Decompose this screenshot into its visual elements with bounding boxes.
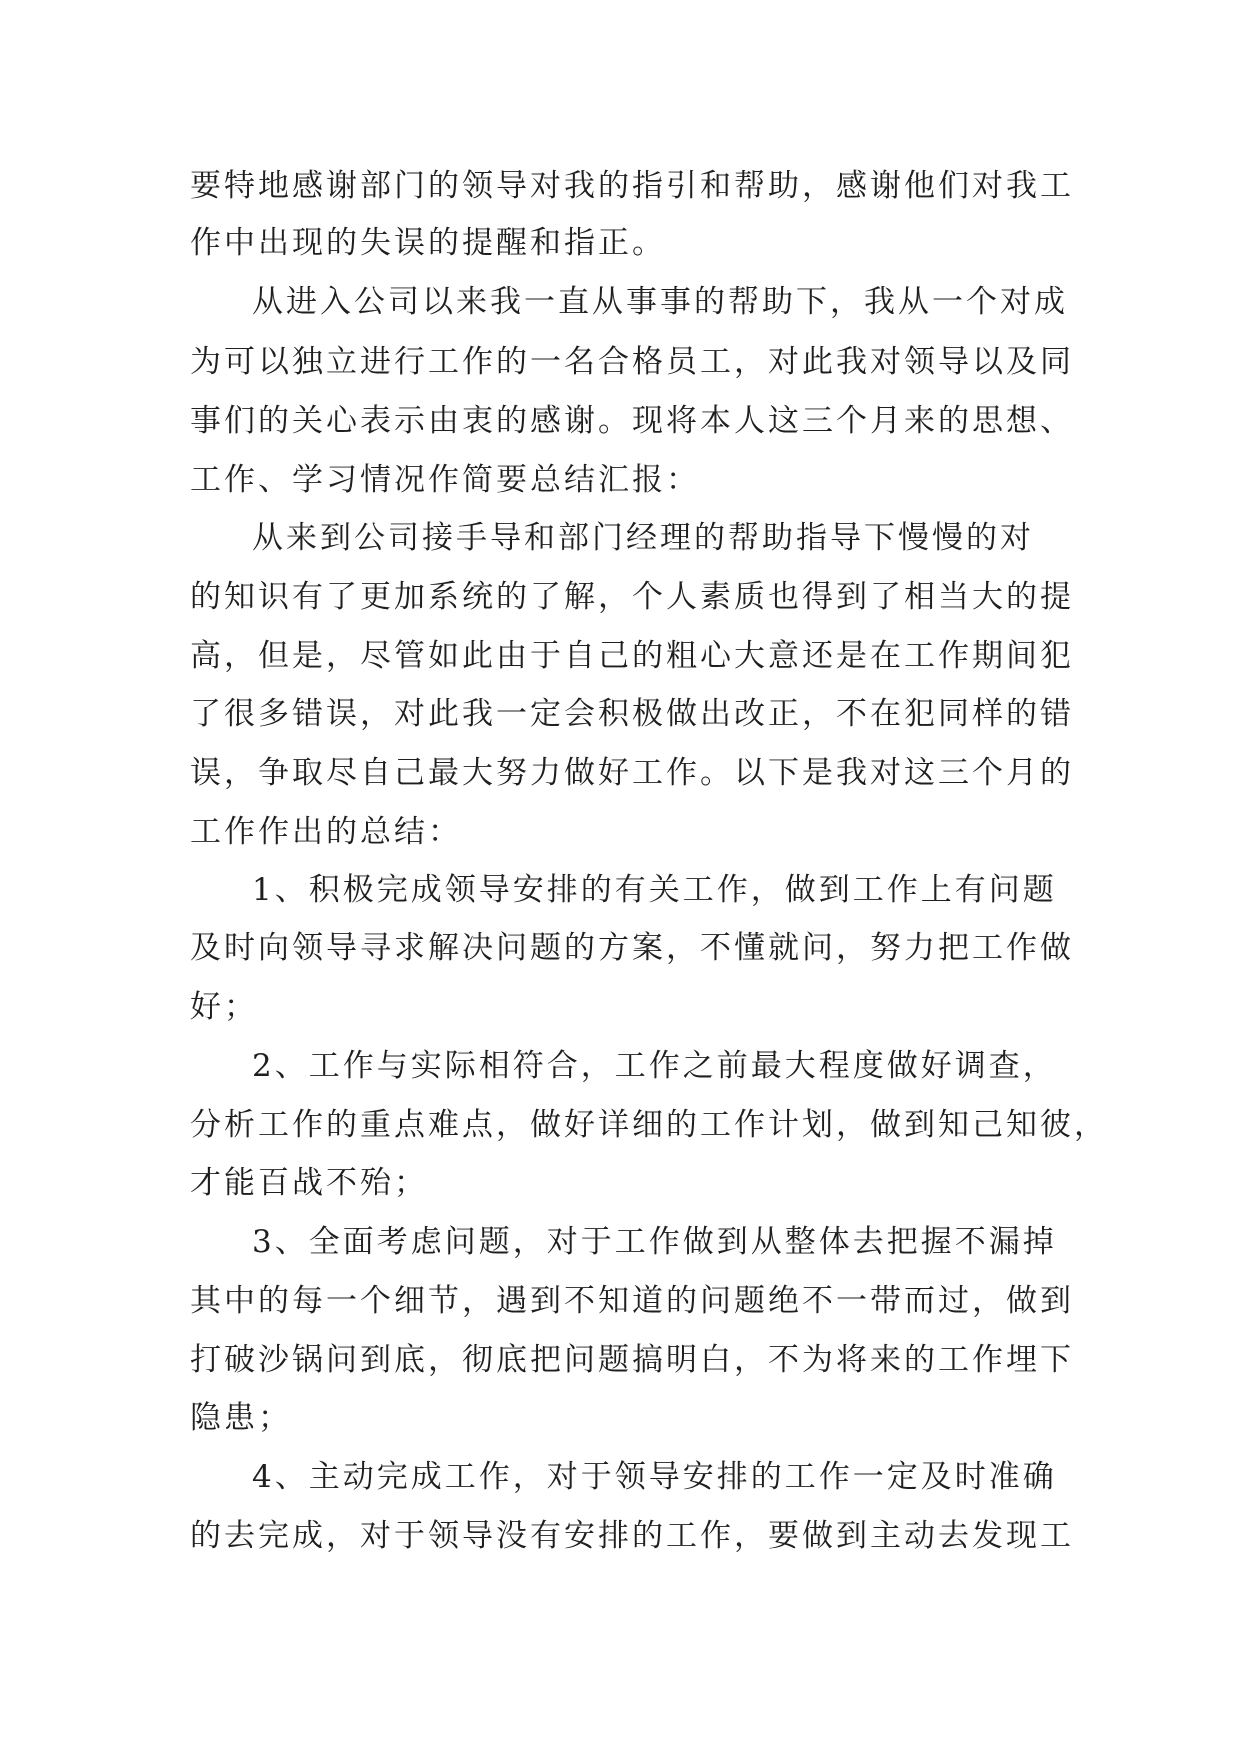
text-line: 好； — [190, 989, 258, 1025]
text-line: 工作作出的总结： — [190, 814, 462, 850]
list-item-start-line: 4、主动完成工作，对于领导安排的工作一定及时准确 — [252, 1459, 1057, 1495]
text-line: 隐患； — [190, 1400, 292, 1436]
text-line: 误，争取尽自己最大努力做好工作。以下是我对这三个月的 — [190, 755, 1074, 791]
text-line: 了很多错误，对此我一定会积极做出改正，不在犯同样的错 — [190, 696, 1074, 732]
text-line: 高，但是，尽管如此由于自己的粗心大意还是在工作期间犯 — [190, 638, 1074, 674]
paragraph-start-line: 从来到公司接手导和部门经理的帮助指导下慢慢的对 — [252, 520, 1034, 556]
list-item-start-line: 1、积极完成领导安排的有关工作，做到工作上有问题 — [252, 872, 1057, 908]
text-line: 的知识有了更加系统的了解，个人素质也得到了相当大的提 — [190, 579, 1074, 615]
text-line: 事们的关心表示由衷的感谢。现将本人这三个月来的思想、 — [190, 403, 1074, 439]
text-line: 要特地感谢部门的领导对我的指引和帮助，感谢他们对我工 — [190, 168, 1074, 204]
text-line: 打破沙锅问到底，彻底把问题搞明白，不为将来的工作埋下 — [190, 1342, 1074, 1378]
text-line: 工作、学习情况作简要总结汇报： — [190, 462, 700, 498]
text-line: 才能百战不殆； — [190, 1165, 428, 1201]
text-line: 及时向领导寻求解决问题的方案，不懂就问，努力把工作做 — [190, 930, 1074, 966]
text-line: 其中的每一个细节，遇到不知道的问题绝不一带而过，做到 — [190, 1283, 1074, 1319]
list-item-start-line: 3、全面考虑问题，对于工作做到从整体去把握不漏掉 — [252, 1224, 1057, 1260]
paragraph-start-line: 从进入公司以来我一直从事事的帮助下，我从一个对成 — [252, 284, 1068, 320]
text-line: 分析工作的重点难点，做好详细的工作计划，做到知己知彼， — [190, 1107, 1108, 1143]
text-line: 作中出现的失误的提醒和指正。 — [190, 225, 666, 261]
text-line: 的去完成，对于领导没有安排的工作，要做到主动去发现工 — [190, 1518, 1074, 1554]
text-line: 为可以独立进行工作的一名合格员工，对此我对领导以及同 — [190, 344, 1074, 380]
list-item-start-line: 2、工作与实际相符合，工作之前最大程度做好调查， — [252, 1048, 1057, 1084]
